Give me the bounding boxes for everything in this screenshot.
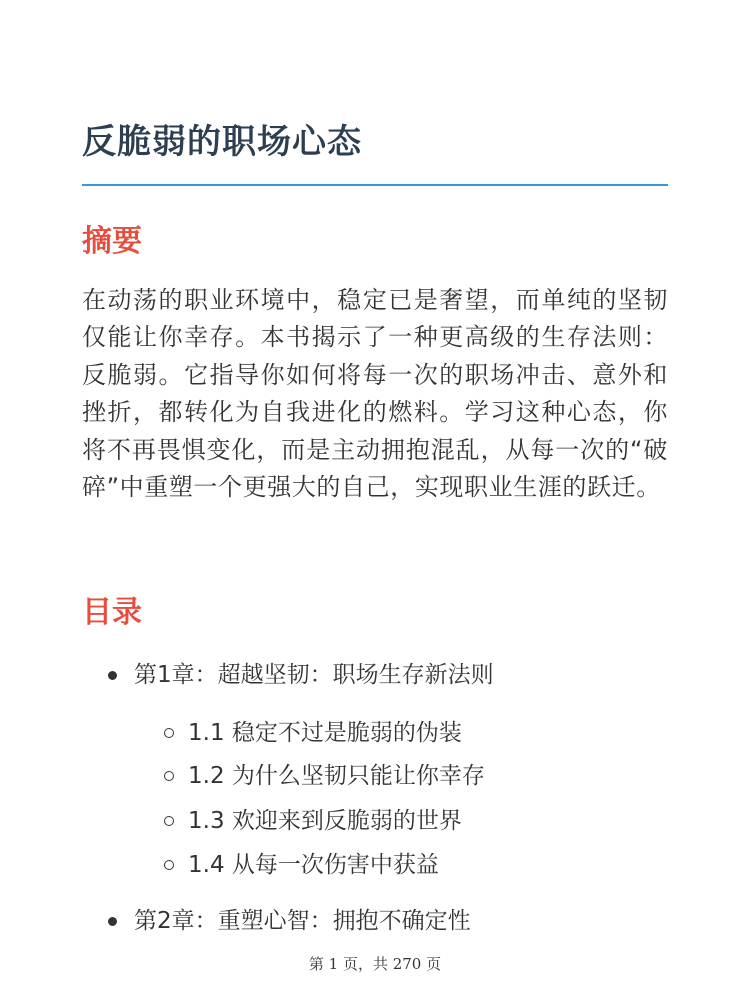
document-title: 反脆弱的职场心态 [82, 122, 362, 162]
toc-section-label: 1.3 欢迎来到反脆弱的世界 [188, 808, 462, 834]
hollow-bullet-icon [164, 860, 174, 870]
toc-chapter-label: 第1章：超越坚韧：职场生存新法则 [134, 662, 494, 688]
hollow-bullet-icon [164, 728, 174, 738]
filled-bullet-icon [108, 671, 117, 680]
document-page [82, 0, 668, 1000]
toc-section-label: 1.4 从每一次伤害中获益 [188, 852, 439, 878]
hollow-bullet-icon [164, 816, 174, 826]
filled-bullet-icon [108, 917, 117, 926]
title-divider [82, 184, 668, 186]
hollow-bullet-icon [164, 771, 174, 781]
page-number-footer: 第 1 页，共 270 页 [308, 955, 442, 973]
abstract-text: 在动荡的职业环境中，稳定已是奢望，而单纯的坚韧仅能让你幸存。本书揭示了一种更高级的生存法则：反脆弱。它指导你如何将每一次的职场冲击、意外和挫折，都转化为自我进化的燃料。学习这种心态，你将不再畏惧变化，而是主动拥抱混乱，从每一次的“破碎”中重塑一个更强大的自己，实现职业生涯的跃迁。 [82, 286, 668, 502]
toc-section-label: 1.1 稳定不过是脆弱的伪装 [188, 720, 462, 746]
toc-section-label: 1.2 为什么坚韧只能让你幸存 [188, 763, 485, 789]
toc-chapter-label: 第2章：重塑心智：拥抱不确定性 [134, 908, 471, 934]
toc-heading: 目录 [82, 595, 142, 630]
abstract-heading: 摘要 [82, 224, 142, 259]
